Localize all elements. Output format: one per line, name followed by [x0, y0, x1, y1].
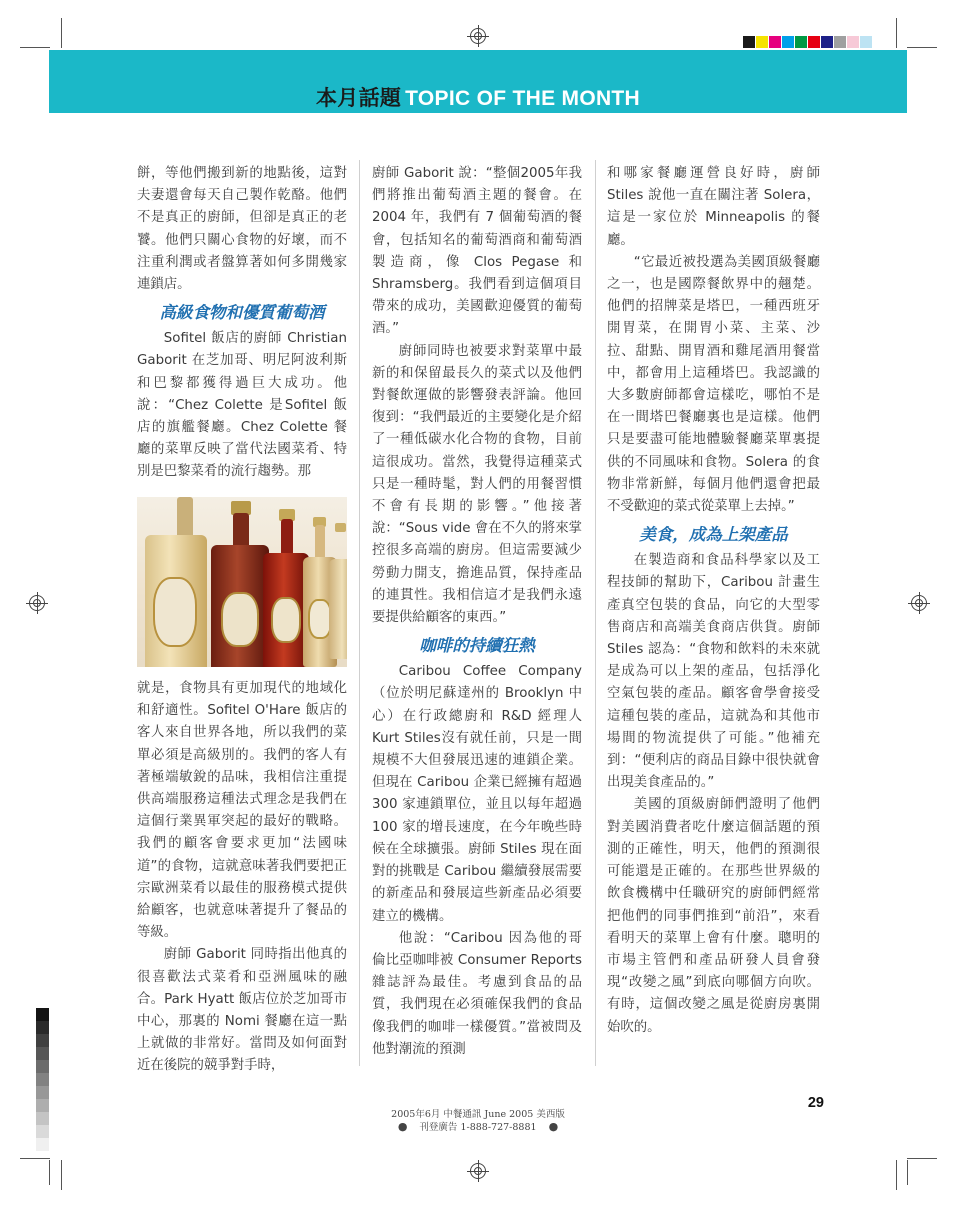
page-title — [0, 82, 956, 112]
crop-mark — [49, 1160, 50, 1185]
color-swatch — [834, 36, 846, 48]
gray-swatch — [36, 1021, 49, 1034]
color-swatch — [821, 36, 833, 48]
section-heading: 咖啡的持續狂熱 — [419, 636, 535, 656]
paragraph: Caribou Coffee Company（位於明尼蘇達州的 Brooklyn 中心）在行政總廚和 R&D 經理人 Kurt Stiles沒有就任前，只是一間規模不大但發展迅速的連鎖企業。但現在 Caribou 企業已經擁有超過 300 家連鎖單位，並且以每年超過 100 家的增長速度，在今年晚些時候在全球擴張。廚師 Stiles 現在面對的挑戰是 Caribou 繼續發展需要的新產品和發展這些新產品必須要建立的機構。 — [372, 664, 582, 924]
gray-swatch — [36, 1086, 49, 1099]
wine-bottles-photo — [137, 497, 347, 667]
color-swatch — [756, 36, 768, 48]
crop-mark — [907, 47, 937, 48]
crop-mark — [61, 18, 62, 48]
page-number: 29 — [807, 1095, 824, 1111]
footer-publication: 2005年6月 中餐通訊 June 2005 美西版 — [391, 1109, 565, 1120]
crop-mark — [907, 1158, 937, 1159]
gray-swatch — [36, 1047, 49, 1060]
paragraph: 廚師 Gaborit 同時指出他真的很喜歡法式菜肴和亞洲風味的融合。Park Hyatt 飯店位於芝加哥市中心，那裏的 Nomi 餐廳在這一點上就做的非常好。當問及如何面對近在後院的競爭對手時， — [137, 947, 347, 1074]
crop-mark — [20, 47, 50, 48]
paragraph: 和哪家餐廳運營良好時，廚師 Stiles 說他一直在關注著 Solera，這是一家位於 Minneapolis 的餐廳。 — [607, 166, 820, 248]
gray-swatch — [36, 1034, 49, 1047]
bullet-icon: ● — [397, 1120, 408, 1133]
paragraph: 美國的頂級廚師們證明了他們對美國消費者吃什麼這個話題的預測的正確性，明天，他們的預測很可能還是正確的。在那些世界級的飲食機構中任職研究的廚師們經常把他們的同事們推到“前沿”，來看看明天的菜單上會有什麼。聰明的市場主管們和產品研發人員會發現“改變之風”到底向哪個方向吹。有時，這個改變之風是從廚房裏開始吹的。 — [607, 797, 820, 1035]
paragraph: “它最近被投選為美國頂級餐廳之一，也是國際餐飲界中的翹楚。他們的招牌菜是塔巴，一種西班牙開胃菜，在開胃小菜、主菜、沙拉、甜點、開胃酒和雞尾酒用餐當中，都會用上這種塔巴。我認識的大多數廚師都會這樣吃，哪怕不是在一間塔巴餐廳裏也是這樣。他們只是要盡可能地體驗餐廳菜單裏提供的不同風味和食物。Solera 的食物非常新鮮，每個月他們還會把最不受歡迎的菜式從菜單上去掉。” — [607, 254, 820, 515]
title-english: TOPIC OF THE MONTH — [405, 87, 641, 110]
column-divider — [595, 160, 596, 1066]
article-column-3 — [607, 163, 820, 1039]
color-swatch — [795, 36, 807, 48]
footer-advert — [0, 1119, 956, 1133]
paragraph: Sofitel 飯店的廚師 Christian Gaborit 在芝加哥、明尼阿波利斯和巴黎都獲得過巨大成功。他說：“Chez Colette 是Sofitel 飯店的旗艦餐廳。Chez Colette 餐廳的菜單反映了當代法國菜肴、特別是巴黎菜肴的流行趨勢。那 — [137, 331, 347, 480]
article-column-1-continued — [137, 678, 347, 1078]
color-swatch — [743, 36, 755, 48]
paragraph: 餅，等他們搬到新的地點後，這對夫妻還會每天自己製作乾酪。他們不是真正的廚師，但卻是真正的老饕。他們只關心食物的好壞，而不注重利潤或者盤算著如何多開幾家連鎖店。 — [137, 166, 347, 293]
crop-mark — [907, 1160, 908, 1185]
title-chinese: 本月話題 — [315, 87, 402, 110]
paragraph: 廚師同時也被要求對菜單中最新的和保留最長久的菜式以及他們對餐飲運做的影響發表評論。他回復到：“我們最近的主要變化是介紹了一種低碳水化合物的食物，目前這很成功。當然，我覺得這種菜式只是一種時髦，對人們的用餐習慣不會有長期的影響。”他接著說：“Sous vide 會在不久的將來掌控很多高端的廚房。但這需要減少勞動力開支，擔進品質，保持產品的連貫性。我相信這才是我們永遠要提供給顧客的東西。” — [372, 343, 582, 626]
color-swatch — [769, 36, 781, 48]
article-column-1 — [137, 163, 347, 484]
registration-mark-icon — [467, 1160, 489, 1182]
footer-advert-text: 刊登廣告 1-888-727-8881 — [419, 1122, 537, 1133]
bullet-icon: ● — [548, 1120, 559, 1133]
gray-swatch — [36, 1073, 49, 1086]
color-calibration-bar — [743, 36, 873, 48]
registration-mark-icon — [467, 25, 489, 47]
paragraph: 在製造商和食品科學家以及工程技師的幫助下，Caribou 計畫生產真空包裝的食品，向它的大型零售商店和高端美食商店供貨。廚師 Stiles 認為：“食物和飲料的未來就是成為可以上架的產品，包括淨化空氣包裝的產品。顧客會學會接受這種包裝的產品，這就為和其他市場間的物流提供了可能。”他補充到：“便利店的商品目錄中很快就會出現美食產品的。” — [607, 553, 820, 791]
registration-mark-icon — [908, 592, 930, 614]
color-swatch — [860, 36, 872, 48]
paragraph: 他說：“Caribou 因為他的哥倫比亞咖啡被 Consumer Reports 雜誌評為最佳。考慮到食品的品質，我們現在必須確保我們的食品像我們的咖啡一樣優質。”當被問及他對潮流的預測 — [372, 930, 582, 1057]
color-swatch — [782, 36, 794, 48]
paragraph: 就是，食物具有更加現代的地域化和舒適性。Sofitel O'Hare 飯店的客人來自世界各地，所以我們的菜單必須是高級別的。我們的客人有著極端敏銳的品味，我相信注重提供高端服務這種法式理念是我們在這個行業異軍突起的最好的戰略。我們的顧客會要求更加“法國味道”的食物，這就意味著我們要把正宗歐洲菜肴以最佳的服務模式提供給顧客，也就意味著提升了餐品的等級。 — [137, 681, 347, 941]
gray-swatch — [36, 1138, 49, 1151]
column-divider — [359, 160, 360, 1066]
gray-swatch — [36, 1008, 49, 1021]
paragraph: 廚師 Gaborit 說：“整個2005年我們將推出葡萄酒主題的餐會。在 2004 年，我們有 7 個葡萄酒的餐會，包括知名的葡萄酒商和葡萄酒製造商，像 Clos Pegase 和 Shramsberg。我們看到這個項目帶來的成功，美國歡迎優質的葡萄酒。” — [372, 166, 582, 337]
crop-mark — [61, 1160, 62, 1190]
article-column-2 — [372, 163, 582, 1061]
crop-mark — [896, 1160, 897, 1190]
section-heading: 美食，成為上架產品 — [639, 525, 788, 545]
section-heading: 高級食物和優質葡萄酒 — [159, 303, 325, 323]
registration-mark-icon — [26, 592, 48, 614]
color-swatch — [808, 36, 820, 48]
color-swatch — [847, 36, 859, 48]
crop-mark — [896, 18, 897, 48]
gray-swatch — [36, 1060, 49, 1073]
crop-mark — [20, 1158, 50, 1159]
